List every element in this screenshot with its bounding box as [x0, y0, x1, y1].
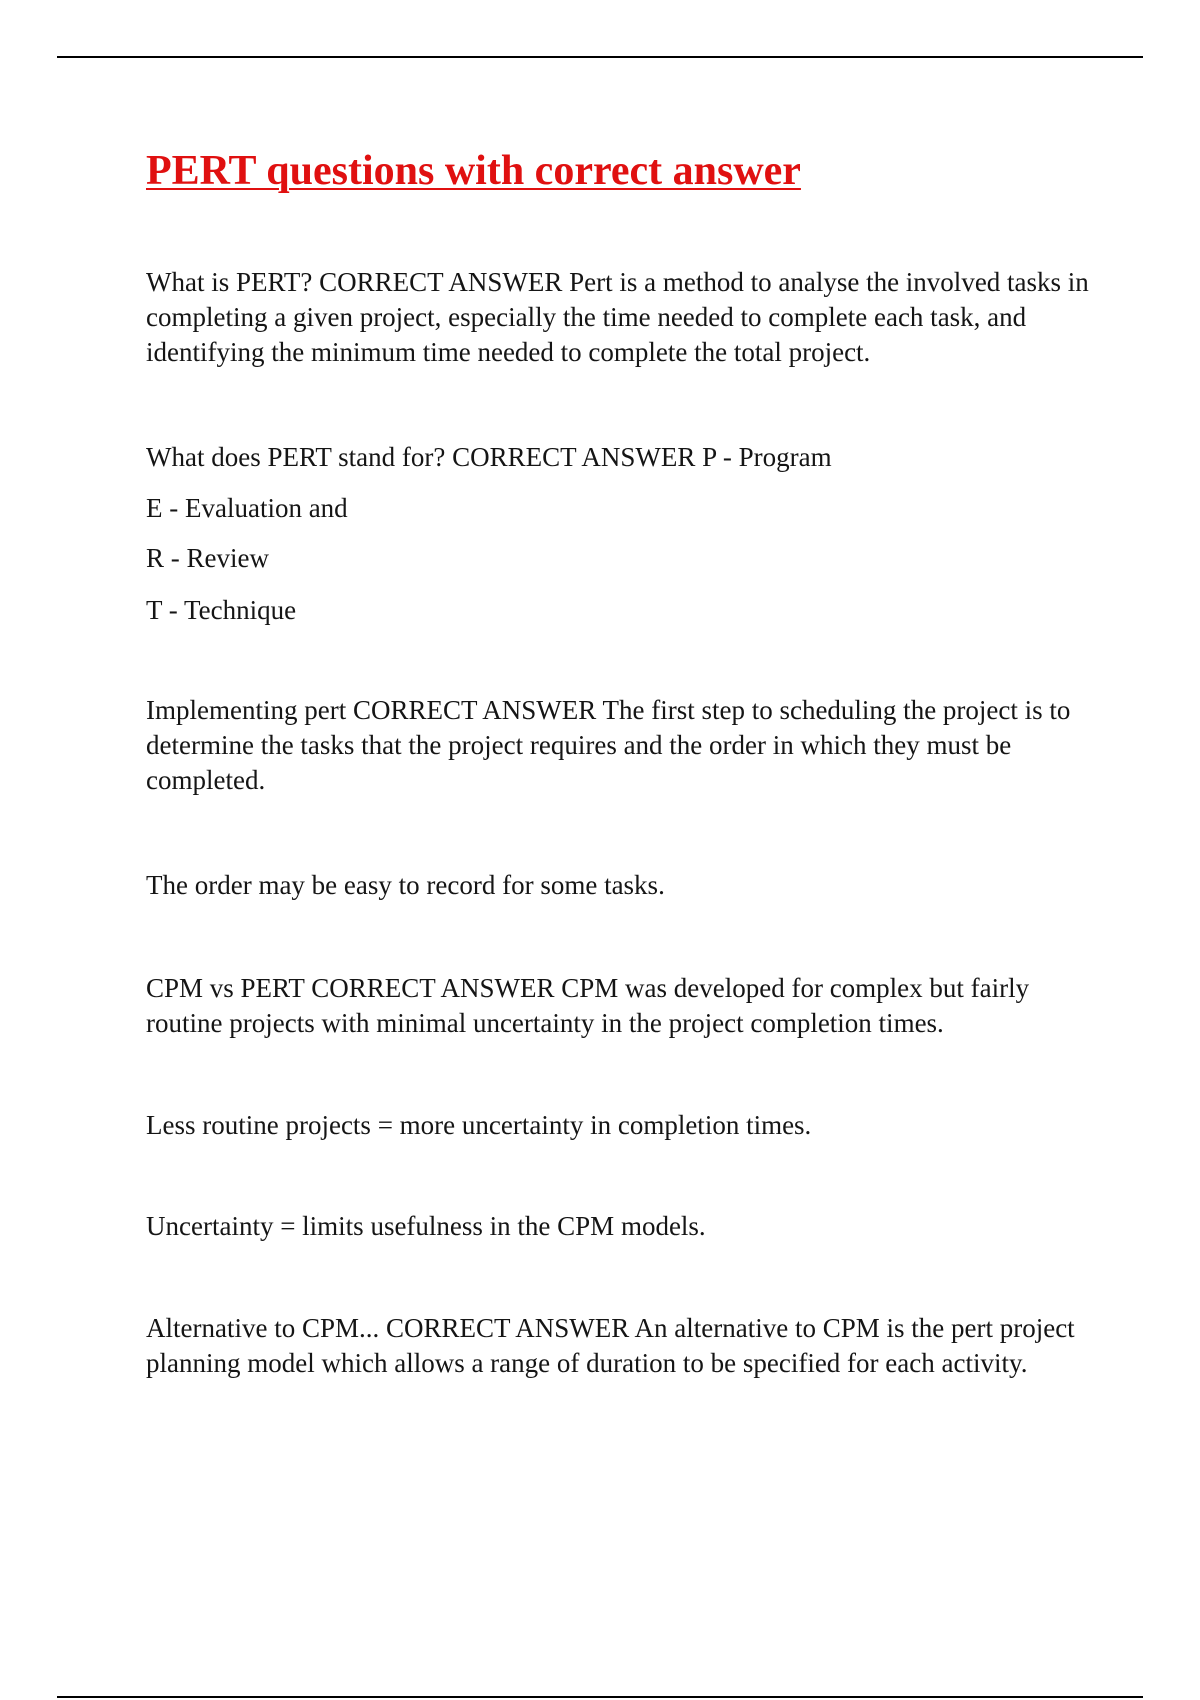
paragraph-implementing-pert: Implementing pert CORRECT ANSWER The first step to scheduling the project is to determine the tasks that the project requires and the order in which they must be completed. — [146, 695, 1071, 795]
paragraph-technique: T - Technique — [146, 595, 297, 625]
paragraph-less-routine: Less routine projects = more uncertainty in completion times. — [146, 1110, 812, 1140]
paragraph-uncertainty: Uncertainty = limits usefulness in the CPM models. — [146, 1211, 706, 1241]
document-title: PERT questions with correct answer — [146, 148, 801, 194]
paragraph-review: R - Review — [146, 543, 269, 573]
paragraph-evaluation: E - Evaluation and — [146, 493, 348, 523]
paragraph-cpm-vs-pert: CPM vs PERT CORRECT ANSWER CPM was developed for complex but fairly routine projects with minimal uncertainty in the project completion times. — [146, 973, 1030, 1038]
paragraph-alternative-to-cpm: Alternative to CPM... CORRECT ANSWER An alternative to CPM is the pert project planning model which allows a range of duration to be specified for each activity. — [146, 1313, 1075, 1378]
paragraph-what-is-pert: What is PERT? CORRECT ANSWER Pert is a method to analyse the involved tasks in completing a given project, especially the time needed to complete each task, and identifying the minimum time needed to complete the total project. — [146, 267, 1089, 367]
paragraph-order-easy: The order may be easy to record for some tasks. — [146, 870, 665, 900]
paragraph-pert-stand-for: What does PERT stand for? CORRECT ANSWER P - Program — [146, 442, 832, 472]
top-rule — [57, 56, 1143, 58]
bottom-rule — [57, 1696, 1143, 1698]
